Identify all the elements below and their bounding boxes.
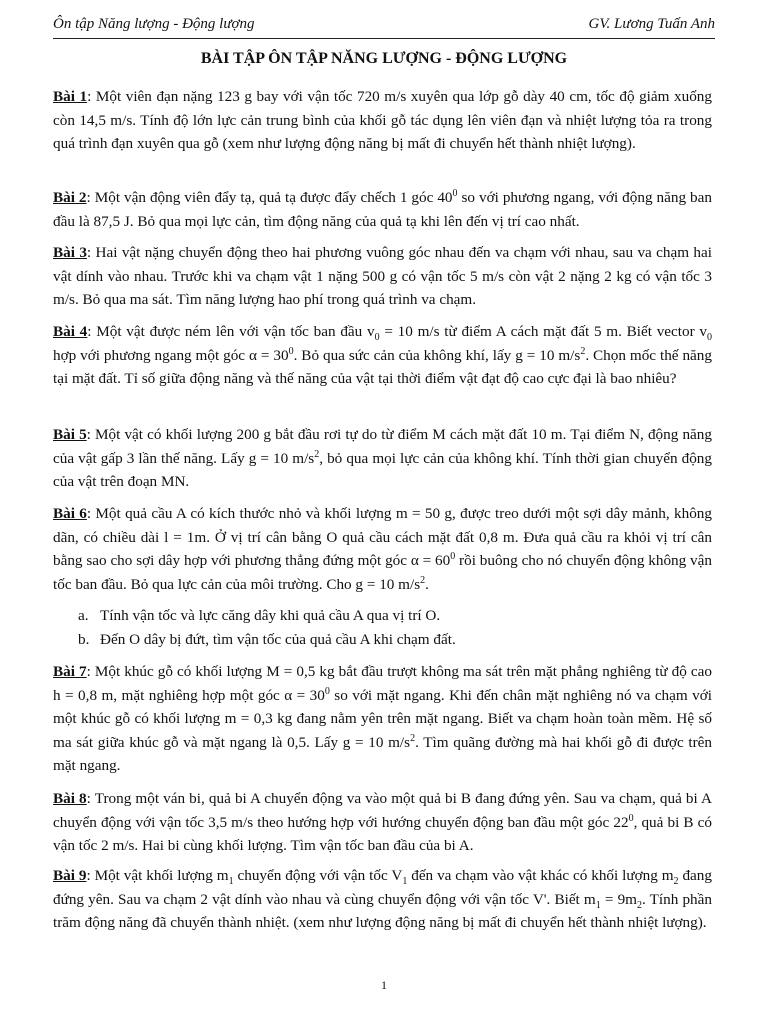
problem-text: , quả bi B có vận tốc 2 m/s. Hai bi cùng khối lượng. Tìm vận tốc ban đầu của bi A.: [53, 813, 712, 854]
problem-6: [53, 502, 712, 596]
subscript: 2: [636, 899, 642, 911]
problem-text: . Chọn mốc thế năng tại mặt đất. Tỉ số giữa động năng và thế năng của vật tại thời điểm vật đạt độ cao cực đại là bao nhiêu?: [53, 346, 712, 387]
document-title: BÀI TẬP ÔN TẬP NĂNG LƯỢNG - ĐỘNG LƯỢNG: [200, 50, 568, 67]
problem-4: [53, 320, 712, 391]
problem-text: : Một khúc gỗ có khối lượng M = 0,5 kg bắt đầu trượt không ma sát trên mặt phẳng nghiêng từ độ cao h = 0,8 m, mặt nghiêng hợp một góc α = 30: [53, 663, 712, 704]
problem-label: Bài 8: [53, 790, 87, 807]
problem-text: hợp với phương ngang một góc α = 30: [53, 346, 289, 364]
problem-text: : Một vật được ném lên với vận tốc ban đầu v: [87, 323, 375, 340]
problem-text: rồi buông cho nó chuyển động không vận tốc ban đầu. Bỏ qua lực cản của môi trường. Cho g = 10 m/s: [53, 552, 712, 593]
subscript: 0: [374, 332, 380, 344]
running-header: [53, 16, 715, 39]
list-item: [78, 628, 698, 652]
superscript: 0: [324, 685, 330, 697]
list-marker: a.: [78, 607, 89, 624]
problem-text: .: [425, 575, 429, 593]
problem-text: : Một vận động viên đẩy tạ, quả tạ được đẩy chếch 1 góc 40: [86, 189, 453, 206]
problem-1: [53, 85, 712, 156]
superscript: 0: [628, 812, 634, 824]
problem-label: Bài 2: [53, 189, 87, 206]
problem-6-subquestions: [78, 604, 698, 651]
superscript: 0: [452, 187, 458, 199]
problem-2: [53, 186, 712, 233]
problem-7: [53, 660, 712, 778]
subscript: 0: [707, 332, 712, 344]
problem-text: đang đứng yên. Sau va chạm 2 vật dính vào nhau và cùng chuyển động với vận tốc V'. Biết m: [53, 867, 712, 908]
problem-text: : Một quả cầu A có kích thước nhỏ và khối lượng m = 50 g, được treo dưới một sợi dây mảnh, không dãn, có chiều dài l = 1m. Ở vị trí cân bằng O quả cầu cách mặt đất 0,8 m. Đưa quả cầu ra khỏi vị trí cân bằng sao cho sợi dây hợp với phương thẳng đứng một góc α = 60: [53, 505, 712, 569]
header-left-text: Ôn tập Năng lượng - Động lượng: [53, 16, 255, 32]
problem-text: : Hai vật nặng chuyển động theo hai phương vuông góc nhau đến va chạm với nhau, sau va chạm hai vật dính vào nhau. Trước khi va chạm vật 1 nặng 500 g có vận tốc 5 m/s còn vật 2 nặng 2 kg có vận tốc 3 m/s. Bỏ qua ma sát. Tìm năng lượng hao phí trong quá trình va chạm.: [53, 244, 712, 308]
problem-text: , bỏ qua mọi lực cản của không khí. Tính thời gian chuyển động của vật trên đoạn MN.: [53, 449, 712, 490]
problem-label: Bài 7: [53, 663, 87, 680]
superscript: 2: [580, 345, 586, 357]
problem-3: [53, 241, 712, 312]
problem-8: [53, 787, 712, 858]
problem-text: : Một vật có khối lượng 200 g bắt đầu rơi tự do từ điểm M cách mặt đất 10 m. Tại điểm N, động năng của vật gấp 3 lần thế năng. Lấy g = 10 m/s: [53, 426, 712, 467]
superscript: 0: [450, 550, 456, 562]
header-right-text: GV. Lương Tuấn Anh: [588, 16, 715, 32]
problem-label: Bài 5: [53, 426, 87, 443]
problem-text: = 10 m/s từ điểm A cách mặt đất 5 m. Biết vector v: [379, 323, 707, 340]
problem-text: so với mặt ngang. Khi đến chân mặt nghiêng nó va chạm với một khúc gỗ có khối lượng m = 0,3 kg đang nằm yên trên mặt ngang. Biết va chạm hoàn toàn mềm. Hệ số ma sát giữa khúc gỗ và mặt ngang là 0,5. Lấy g = 10 m/s: [53, 686, 712, 751]
superscript: 2: [410, 732, 416, 744]
problem-text: đến va chạm vào vật khác có khối lượng m: [407, 867, 674, 884]
list-item-text: Đến O dây bị đứt, tìm vận tốc của quả cầu A khi chạm đất.: [100, 630, 456, 648]
problem-text: . Tính phần trăm động năng đã chuyển thành nhiệt. (xem như lượng động năng bị mất đi chuyển hết thành nhiệt lượng).: [53, 890, 712, 931]
superscript: 0: [288, 345, 294, 357]
problem-label: Bài 3: [53, 244, 87, 261]
problem-text: : Một viên đạn nặng 123 g bay với vận tốc 720 m/s xuyên qua lớp gỗ dày 40 cm, tốc độ giảm xuống còn 14,5 m/s. Tính độ lớn lực cản trung bình của khối gỗ tác dụng lên viên đạn và nhiệt lượng tỏa ra trong quá trình đạn xuyên qua gỗ (xem như lượng động năng bị mất đi chuyển hết thành nhiệt lượng).: [53, 88, 712, 152]
list-item: [78, 604, 698, 628]
problem-text: = 9m: [600, 890, 637, 908]
subscript: 1: [228, 876, 234, 888]
problem-text: so với phương ngang, với động năng ban đầu là 87,5 J. Bỏ qua mọi lực cản, tìm động năng của quả tạ khi lên đến vị trí cao nhất.: [53, 189, 712, 230]
problem-label: Bài 4: [53, 323, 88, 340]
problem-text: . Bỏ qua sức cản của không khí, lấy g = 10 m/s: [293, 346, 581, 364]
list-item-text: Tính vận tốc và lực căng dây khi quả cầu A qua vị trí O.: [100, 607, 441, 624]
problem-label: Bài 6: [53, 505, 87, 522]
subscript: 1: [595, 899, 601, 911]
problem-text: . Tìm quãng đường mà hai khối gỗ đi được trên mặt ngang.: [53, 733, 712, 774]
page-number: 1: [381, 978, 387, 992]
problem-text: : Một vật khối lượng m: [86, 867, 229, 884]
superscript: 2: [314, 448, 320, 460]
superscript: 2: [420, 574, 426, 586]
problem-label: Bài 1: [53, 88, 88, 105]
problem-5: [53, 423, 712, 494]
subscript: 1: [402, 876, 408, 888]
problem-9: [53, 864, 712, 935]
problem-label: Bài 9: [53, 867, 87, 884]
problem-text: : Trong một ván bi, quả bi A chuyển động va vào một quả bi B đang đứng yên. Sau va chạm, quả bi A chuyển động với vận tốc 3,5 m/s theo hướng hợp với hướng chuyển động ban đầu một góc 22: [53, 790, 712, 831]
problem-text: chuyển động với vận tốc V: [233, 867, 403, 884]
subscript: 2: [673, 876, 679, 888]
list-marker: b.: [78, 630, 90, 648]
